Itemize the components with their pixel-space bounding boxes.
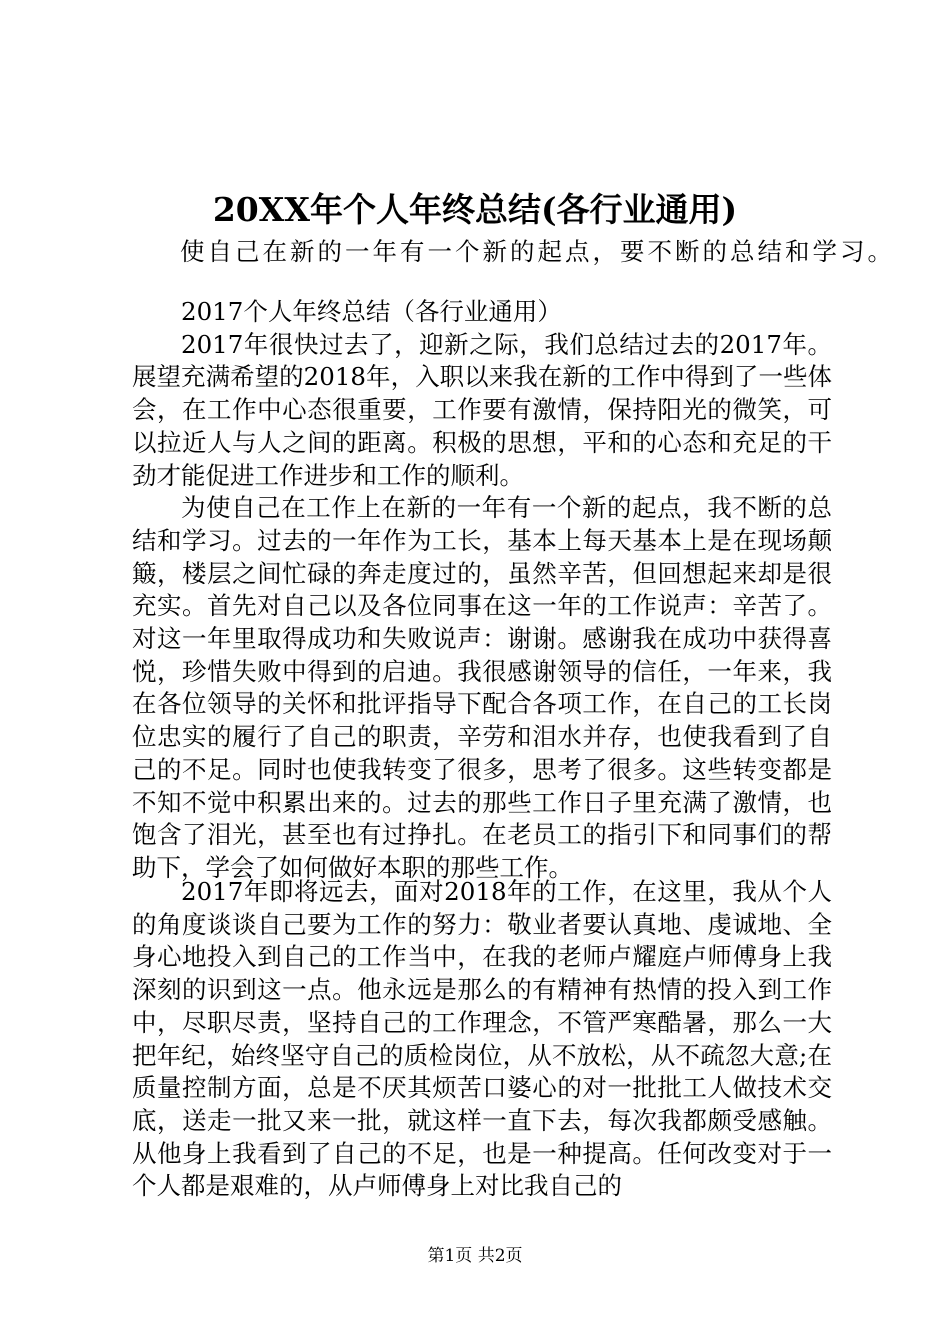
document-subtitle: 使自己在新的一年有一个新的起点，要不断的总结和学习。 <box>180 237 895 266</box>
paragraph-1: 2017年很快过去了，迎新之际，我们总结过去的2017年。展望充满希望的2018年，入职以来我在新的工作中得到了一些体会，在工作中心态很重要，工作要有激情，保持阳光的微笑，可以拉近人与人之间的距离。积极的思想，平和的心态和充足的干劲才能促进工作进步和工作的顺利。 <box>132 329 832 490</box>
paragraph-2: 为使自己在工作上在新的一年有一个新的起点，我不断的总结和学习。过去的一年作为工长，基本上每天基本上是在现场颠簸，楼层之间忙碌的奔走度过的，虽然辛苦，但回想起来却是很充实。首先对自己以及各位同事在这一年的工作说声：辛苦了。对这一年里取得成功和失败说声：谢谢。感谢我在成功中获得喜悦，珍惜失败中得到的启迪。我很感谢领导的信任，一年来，我在各位领导的关怀和批评指导下配合各项工作，在自己的工长岗位忠实的履行了自己的职责，辛劳和泪水并存，也使我看到了自己的不足。同时也使我转变了很多，思考了很多。这些转变都是不知不觉中积累出来的。过去的那些工作日子里充满了激情，也饱含了泪光，甚至也有过挣扎。在老员工的指引下和同事们的帮助下，学会了如何做好本职的那些工作。 <box>132 493 832 882</box>
page-footer <box>0 1244 950 1268</box>
document-body-section-2 <box>132 876 832 1203</box>
section-heading: 2017个人年终总结（各行业通用） <box>181 297 562 326</box>
paragraph-3: 2017年即将远去，面对2018年的工作，在这里，我从个人的角度谈谈自己要为工作的努力：敬业者要认真地、虔诚地、全身心地投入到自己的工作当中，在我的老师卢耀庭卢师傅身上我深刻的识到这一点。他永远是那么的有精神有热情的投入到工作中，尽职尽责，坚持自己的工作理念，不管严寒酷暑，那么一大把年纪，始终坚守自己的质检岗位，从不放松，从不疏忽大意;在质量控制方面，总是不厌其烦苦口婆心的对一批批工人做技术交底，送走一批又来一批，就这样一直下去，每次我都颇受感触。从他身上我看到了自己的不足，也是一种提高。任何改变对于一个人都是艰难的，从卢师傅身上对比我自己的 <box>132 877 832 1201</box>
document-body-section-1 <box>132 296 832 885</box>
page-number: 第1页 <box>427 1246 473 1266</box>
document-title: 20XX年个人年终总结(各行业通用) <box>212 190 738 229</box>
page-total: 共2页 <box>477 1246 523 1266</box>
